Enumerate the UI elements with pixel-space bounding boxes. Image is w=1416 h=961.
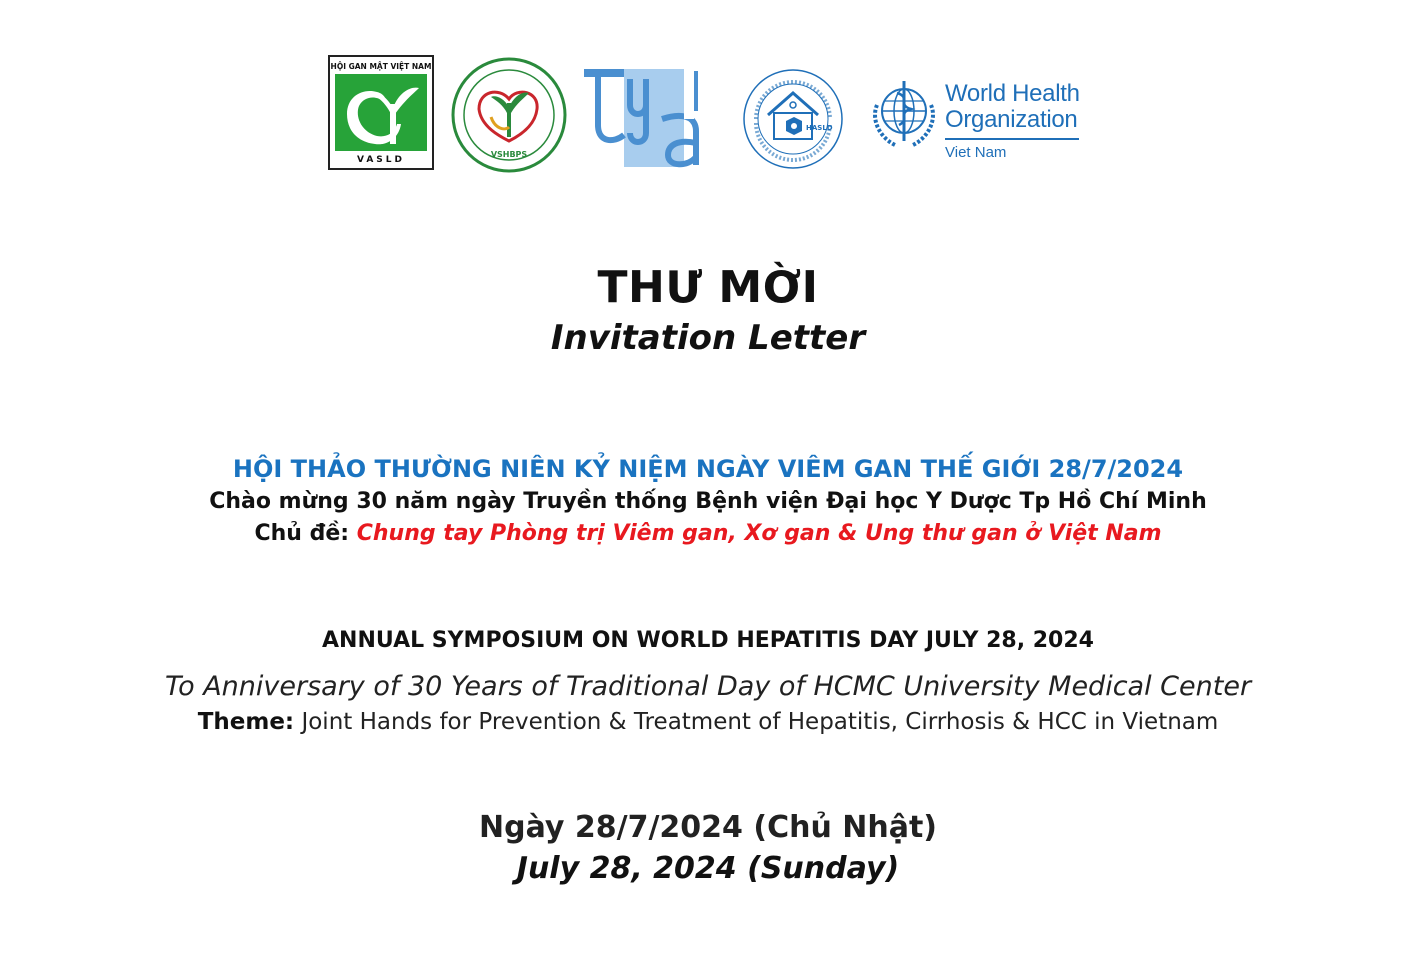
- liver-sprout-icon: [335, 74, 431, 151]
- who-emblem-icon: [865, 75, 943, 153]
- theme-label-vietnamese: Chủ đề:: [254, 521, 350, 546]
- vasld-logo-acronym: VASLD: [356, 155, 405, 165]
- who-line-2: Organization: [945, 106, 1078, 133]
- theme-vietnamese: [0, 521, 1416, 546]
- celebration-vietnamese: Chào mừng 30 năm ngày Truyền thống Bệnh viện Đại học Y Dược Tp Hồ Chí Minh: [209, 489, 1207, 514]
- logo-row: [328, 55, 1088, 175]
- vasld-logo-emblem: [335, 74, 427, 151]
- title-vietnamese: THƯ MỜI: [597, 262, 819, 313]
- vshbps-logo: [451, 57, 567, 173]
- vshbps-seal-icon: [451, 57, 567, 173]
- umc-logo: [584, 65, 726, 171]
- date-english: July 28, 2024 (Sunday): [516, 851, 900, 886]
- date-vietnamese: Ngày 28/7/2024 (Chủ Nhật): [478, 810, 938, 845]
- hasld-logo: [742, 67, 844, 171]
- hasld-seal-icon: [742, 67, 844, 171]
- hasld-logo-acronym: HASLD: [806, 124, 833, 132]
- theme-label-english: Theme:: [197, 709, 295, 735]
- event-name-vietnamese: HỘI THẢO THƯỜNG NIÊN KỶ NIỆM NGÀY VIÊM GAN THẾ GIỚI 28/7/2024: [232, 455, 1184, 483]
- who-divider: [945, 138, 1079, 140]
- who-wordmark: [945, 81, 1080, 162]
- title-english: Invitation Letter: [550, 318, 866, 358]
- theme-english: [0, 709, 1416, 735]
- vasld-logo-title: HỘI GAN MẬT VIỆT NAM: [330, 62, 432, 71]
- who-logo: [865, 73, 1087, 163]
- vshbps-logo-acronym: VSHBPS: [490, 150, 528, 159]
- who-line-1: World Health: [945, 80, 1080, 107]
- theme-text-english: Joint Hands for Prevention & Treatment of Hepatitis, Cirrhosis & HCC in Vietnam: [301, 709, 1219, 735]
- vasld-logo: [328, 55, 434, 170]
- event-name-english: ANNUAL SYMPOSIUM ON WORLD HEPATITIS DAY JULY 28, 2024: [322, 628, 1094, 653]
- umc-monogram-icon: [584, 65, 726, 171]
- anniversary-english: To Anniversary of 30 Years of Traditional Day of HCMC University Medical Center: [164, 671, 1252, 702]
- theme-text-vietnamese: Chung tay Phòng trị Viêm gan, Xơ gan & Ung thư gan ở Việt Nam: [356, 521, 1162, 546]
- who-country: Viet Nam: [945, 143, 1007, 161]
